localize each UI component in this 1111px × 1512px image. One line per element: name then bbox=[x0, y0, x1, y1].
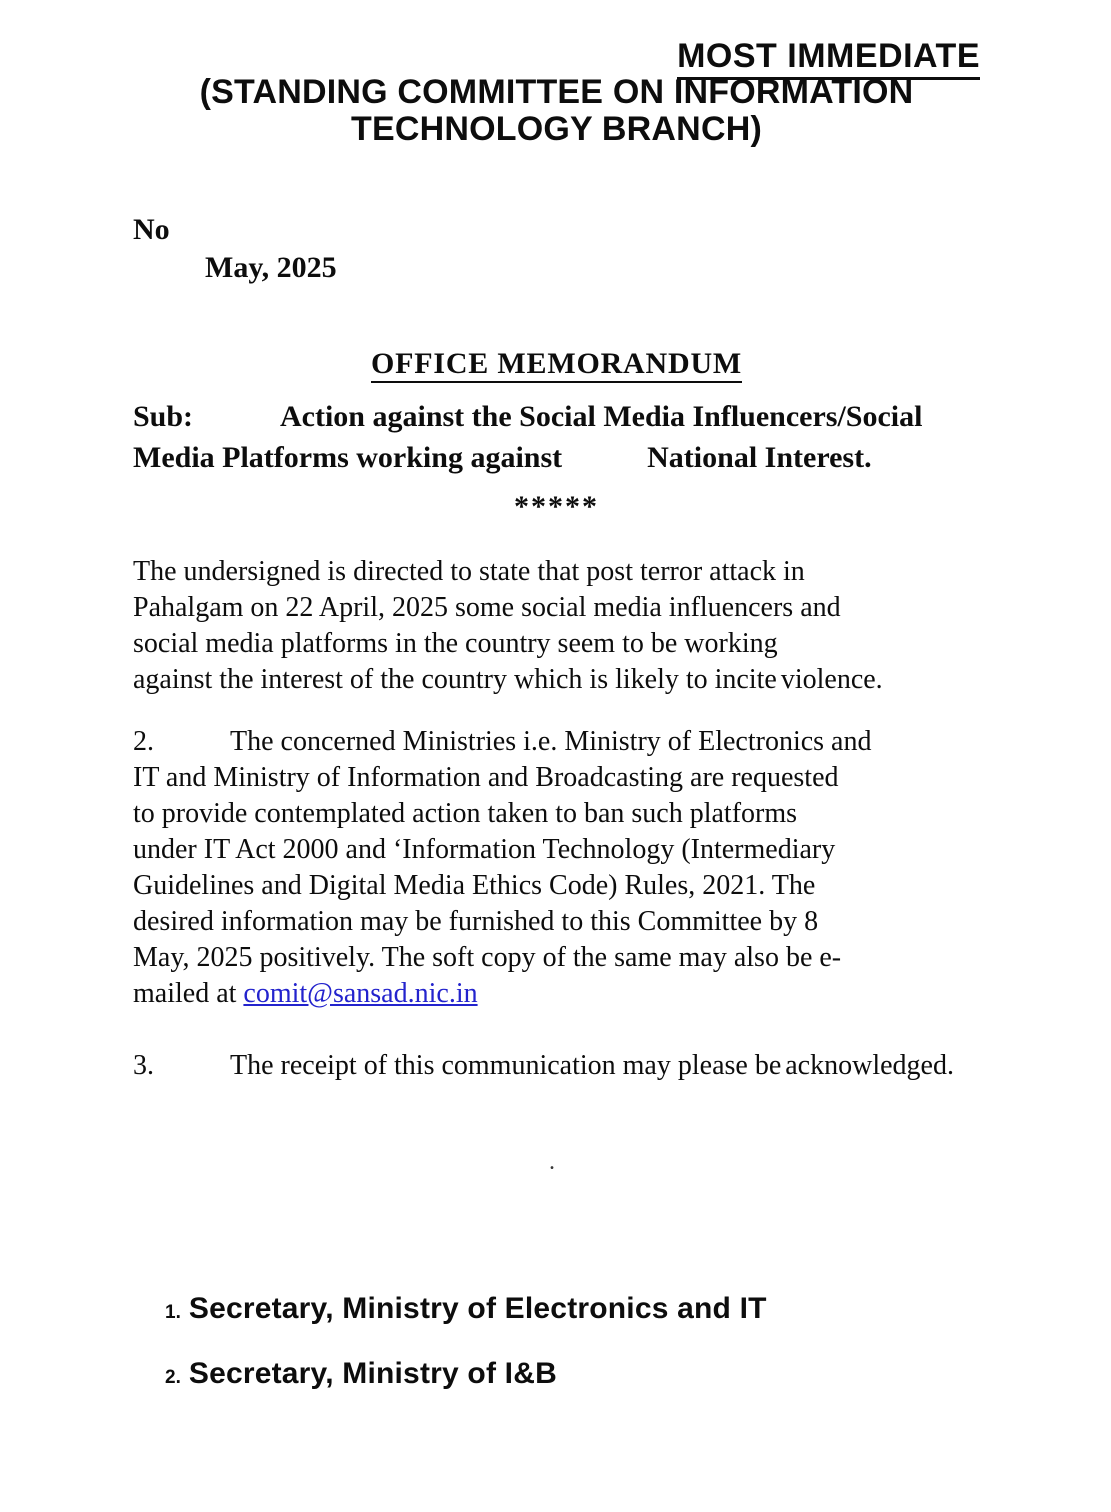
paragraph-1-line: against the interest of the country which is likely to incite bbox=[133, 664, 777, 695]
paragraph-1 bbox=[133, 554, 980, 698]
paragraph-3-line bbox=[133, 1050, 781, 1081]
memo-title bbox=[133, 346, 980, 382]
paragraph-2-number: 2. bbox=[133, 726, 154, 757]
subject-block bbox=[133, 396, 980, 478]
committee-heading-line-2: TECHNOLOGY BRANCH) bbox=[351, 110, 762, 148]
paragraph-1-line: The undersigned is directed to state that post terror attack in bbox=[133, 556, 805, 587]
committee-heading-line-1: (STANDING COMMITTEE ON INFORMATION bbox=[199, 73, 914, 111]
priority-label-text: MOST IMMEDIATE bbox=[677, 37, 980, 80]
paragraph-2-line: IT and Ministry of Information and Broadcasting are requested bbox=[133, 762, 839, 793]
memo-title-text: OFFICE MEMORANDUM bbox=[371, 347, 742, 383]
paragraph-2-line bbox=[133, 726, 871, 757]
paragraph-3-line: acknowledged. bbox=[785, 1050, 954, 1081]
recipient-row bbox=[165, 1357, 980, 1396]
recipients-list bbox=[133, 1292, 980, 1396]
paragraph-2 bbox=[133, 724, 980, 1012]
scan-artifact-dot: . bbox=[549, 1149, 555, 1175]
recipient-number: 1. bbox=[165, 1302, 181, 1323]
email-link[interactable]: comit@sansad.nic.in bbox=[243, 978, 478, 1009]
priority-label bbox=[133, 38, 980, 74]
paragraph-2-line: desired information may be furnished to this Committee by 8 bbox=[133, 906, 819, 937]
paragraph-2-line-text: The concerned Ministries i.e. Ministry of Electronics and bbox=[230, 726, 872, 757]
paragraph-2-line bbox=[133, 978, 478, 1009]
subject-line-1-text: Action against the Social Media Influencers/Social bbox=[280, 400, 923, 433]
committee-branch-heading bbox=[133, 74, 980, 148]
separator-asterisks: ***** bbox=[514, 490, 599, 523]
paragraph-2-last-line-text: mailed at bbox=[133, 978, 244, 1009]
subject-label: Sub: bbox=[133, 400, 194, 433]
paragraph-1-line: Pahalgam on 22 April, 2025 some social media influencers and bbox=[133, 592, 841, 623]
reference-number-label: No bbox=[133, 213, 170, 246]
recipient-label: Secretary, Ministry of Electronics and IT bbox=[188, 1292, 767, 1325]
recipient-row bbox=[165, 1292, 980, 1331]
paragraph-2-line: to provide contemplated action taken to ban such platforms bbox=[133, 798, 798, 829]
subject-line-2 bbox=[133, 437, 980, 478]
subject-line-2-part-1: Media Platforms working against bbox=[133, 441, 563, 474]
paragraph-3-line-text: The receipt of this communication may please be bbox=[230, 1050, 782, 1081]
recipient-label: Secretary, Ministry of I&B bbox=[188, 1357, 557, 1390]
subject-line-1 bbox=[133, 396, 980, 437]
paragraph-2-line: May, 2025 positively. The soft copy of the same may also be e- bbox=[133, 942, 842, 973]
subject-line-2-part-2: National Interest. bbox=[647, 441, 872, 474]
paragraph-3 bbox=[133, 1048, 980, 1084]
paragraph-3-number: 3. bbox=[133, 1050, 154, 1081]
paragraph-1-line: violence. bbox=[780, 664, 883, 695]
paragraph-2-line: Guidelines and Digital Media Ethics Code) Rules, 2021. The bbox=[133, 870, 816, 901]
paragraph-2-line: under IT Act 2000 and ‘Information Technology (Intermediary bbox=[133, 834, 836, 865]
date-line: May, 2025 bbox=[205, 251, 337, 284]
recipient-number: 2. bbox=[165, 1367, 181, 1388]
paragraph-1-line: social media platforms in the country seem to be working bbox=[133, 628, 778, 659]
